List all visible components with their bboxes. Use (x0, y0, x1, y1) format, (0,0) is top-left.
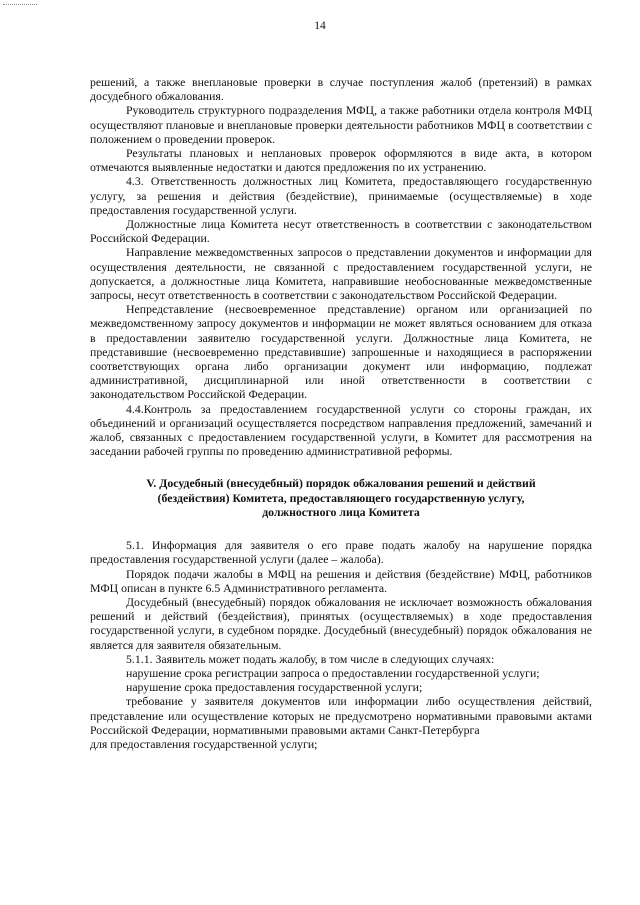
section-heading: V. Досудебный (внесудебный) порядок обжалования решений и действий (бездействия) Комитета, предоставляющего государственную услугу, должностного лица Комитета (146, 476, 536, 519)
document-body (90, 75, 592, 751)
list-item: нарушение срока регистрации запроса о предоставлении государственной услуги; (126, 665, 540, 680)
paragraph: Досудебный (внесудебный) порядок обжалования не исключает возможность обжалования решений и действий (бездействия), принятых (осуществляемых) в ходе предоставления государственной услуги, в судебном порядке. Досудебный (внесудебный) порядок обжалования не является для заявителя обязательным. (90, 594, 592, 652)
list-item: нарушение срока предоставления государственной услуги; (126, 680, 423, 695)
paragraph: Порядок подачи жалобы в МФЦ на решения и действия (бездействие) МФЦ, работников МФЦ описан в пункте 6.5 Административного регламента. (90, 566, 592, 595)
paragraph: Должностные лица Комитета несут ответственность в соответствии с законодательством Российской Федерации. (90, 217, 592, 246)
paragraph: Непредставление (несвоевременное представление) органом или организацией по межведомственному запросу документов и информации не может являться основанием для отказа в предоставлении заявителю государственной услуги. Должностные лица Комитета, не представившие (несвоевременно представившие) запрошенные и находящиеся в распоряжении соответствующих органа либо организации документ или информацию, подлежат административной, дисциплинарной или иной ответственности в соответствии с законодательством Российской Федерации. (90, 302, 592, 402)
paragraph: 4.3. Ответственность должностных лиц Комитета, предоставляющего государственную услугу, за решения и действия (бездействие), принимаемые (осуществляемые) в ходе предоставления государственной услуги. (90, 174, 592, 217)
paragraph: 4.4.Контроль за предоставлением государственной услуги со стороны граждан, их объединений и организаций осуществляется посредством направления предложений, замечаний и жалоб, связанных с предоставлением государственной услуги, в Комитет для рассмотрения на заседании рабочей группы по проведению административной реформы. (90, 401, 592, 459)
scan-artifact (3, 4, 37, 7)
paragraph: 5.1. Информация для заявителя о его праве подать жалобу на нарушение порядка предоставления государственной услуги (далее – жалоба). (90, 538, 592, 567)
paragraph: Руководитель структурного подразделения МФЦ, а также работники отдела контроля МФЦ осуществляют плановые и внеплановые проверки деятельности работников МФЦ в соответствии с положением о проведении проверок. (90, 103, 592, 146)
paragraph: 5.1.1. Заявитель может подать жалобу, в том числе в следующих случаях: (126, 651, 495, 666)
list-item: требование у заявителя документов или информации либо осуществления действий, представление или осуществление которых не предусмотрено нормативными правовыми актами Российской Федерации, нормативными правовыми актами Санкт-Петербурга (90, 694, 592, 737)
paragraph: Результаты плановых и неплановых проверок оформляются в виде акта, в котором отмечаются выявленные недостатки и даются предложения по их устранению. (90, 146, 592, 175)
paragraph: Направление межведомственных запросов о представлении документов и информации для осуществления деятельности, не связанной с предоставлением государственной услуги, не допускается, а должностные лица Комитета, направившие необоснованные межведомственные запросы, несут ответственность в соответствии с законодательством Российской Федерации. (90, 245, 592, 303)
list-item-continuation: для предоставления государственной услуги; (90, 736, 318, 751)
paragraph: решений, а также внеплановые проверки в случае поступления жалоб (претензий) в рамках досудебного обжалования. (90, 75, 592, 104)
page-number: 14 (314, 20, 326, 32)
